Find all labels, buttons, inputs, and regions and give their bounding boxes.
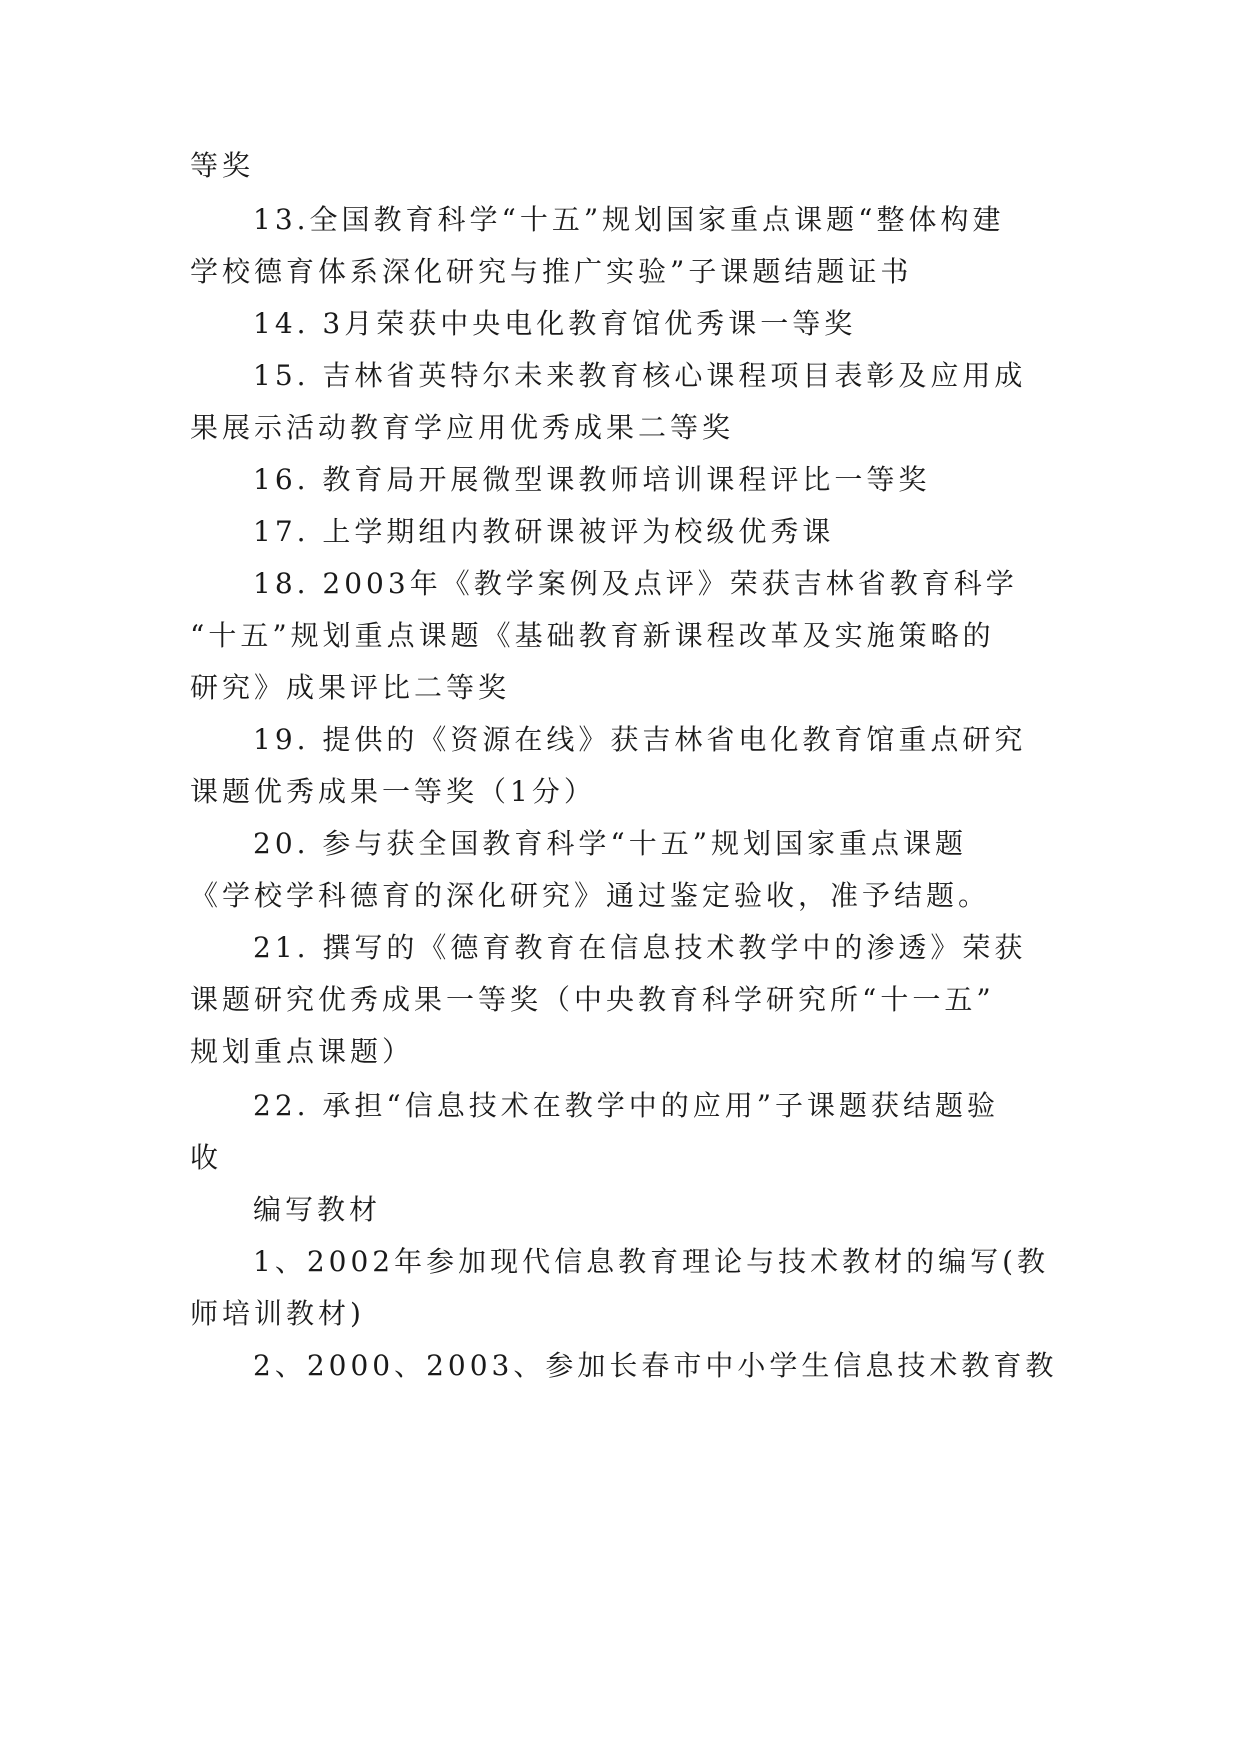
text-line: 22. 承担“信息技术在教学中的应用”子课题获结题验: [253, 1089, 1000, 1122]
text-line: 2、2000、2003、参加长春市中小学生信息技术教育教: [253, 1349, 1058, 1382]
text-line: 19. 提供的《资源在线》获吉林省电化教育馆重点研究: [253, 723, 1027, 756]
text-line: 规划重点课题）: [190, 1035, 415, 1068]
text-line: 学校德育体系深化研究与推广实验”子课题结题证书: [190, 255, 913, 288]
text-line: 课题研究优秀成果一等奖（中央教育科学研究所“十一五”: [190, 983, 995, 1016]
text-line: 20. 参与获全国教育科学“十五”规划国家重点课题: [253, 827, 968, 860]
text-line: 15. 吉林省英特尔未来教育核心课程项目表彰及应用成: [253, 359, 1027, 392]
text-line: 17. 上学期组内教研课被评为校级优秀课: [253, 515, 835, 548]
text-line: 课题优秀成果一等奖（1分）: [190, 775, 596, 808]
text-line: 等奖: [190, 149, 255, 182]
text-line: 13.全国教育科学“十五”规划国家重点课题“整体构建: [253, 203, 1005, 236]
text-line: 《学校学科德育的深化研究》通过鉴定验收，准予结题。: [190, 879, 991, 912]
text-line: 16. 教育局开展微型课教师培训课程评比一等奖: [253, 463, 931, 496]
section-heading: 编写教材: [253, 1193, 382, 1226]
text-line: 收: [190, 1141, 223, 1174]
text-line: 师培训教材): [190, 1297, 365, 1330]
text-line: 研究》成果评比二等奖: [190, 671, 511, 704]
text-line: 21. 撰写的《德育教育在信息技术教学中的渗透》荣获: [253, 931, 1027, 964]
text-line: 1、2002年参加现代信息教育理论与技术教材的编写(教: [253, 1245, 1049, 1278]
text-line: 14. 3月荣获中央电化教育馆优秀课一等奖: [253, 307, 857, 340]
text-line: “十五”规划重点课题《基础教育新课程改革及实施策略的: [190, 619, 995, 652]
text-line: 果展示活动教育学应用优秀成果二等奖: [190, 411, 735, 444]
text-line: 18. 2003年《教学案例及点评》荣获吉林省教育科学: [253, 567, 1018, 600]
